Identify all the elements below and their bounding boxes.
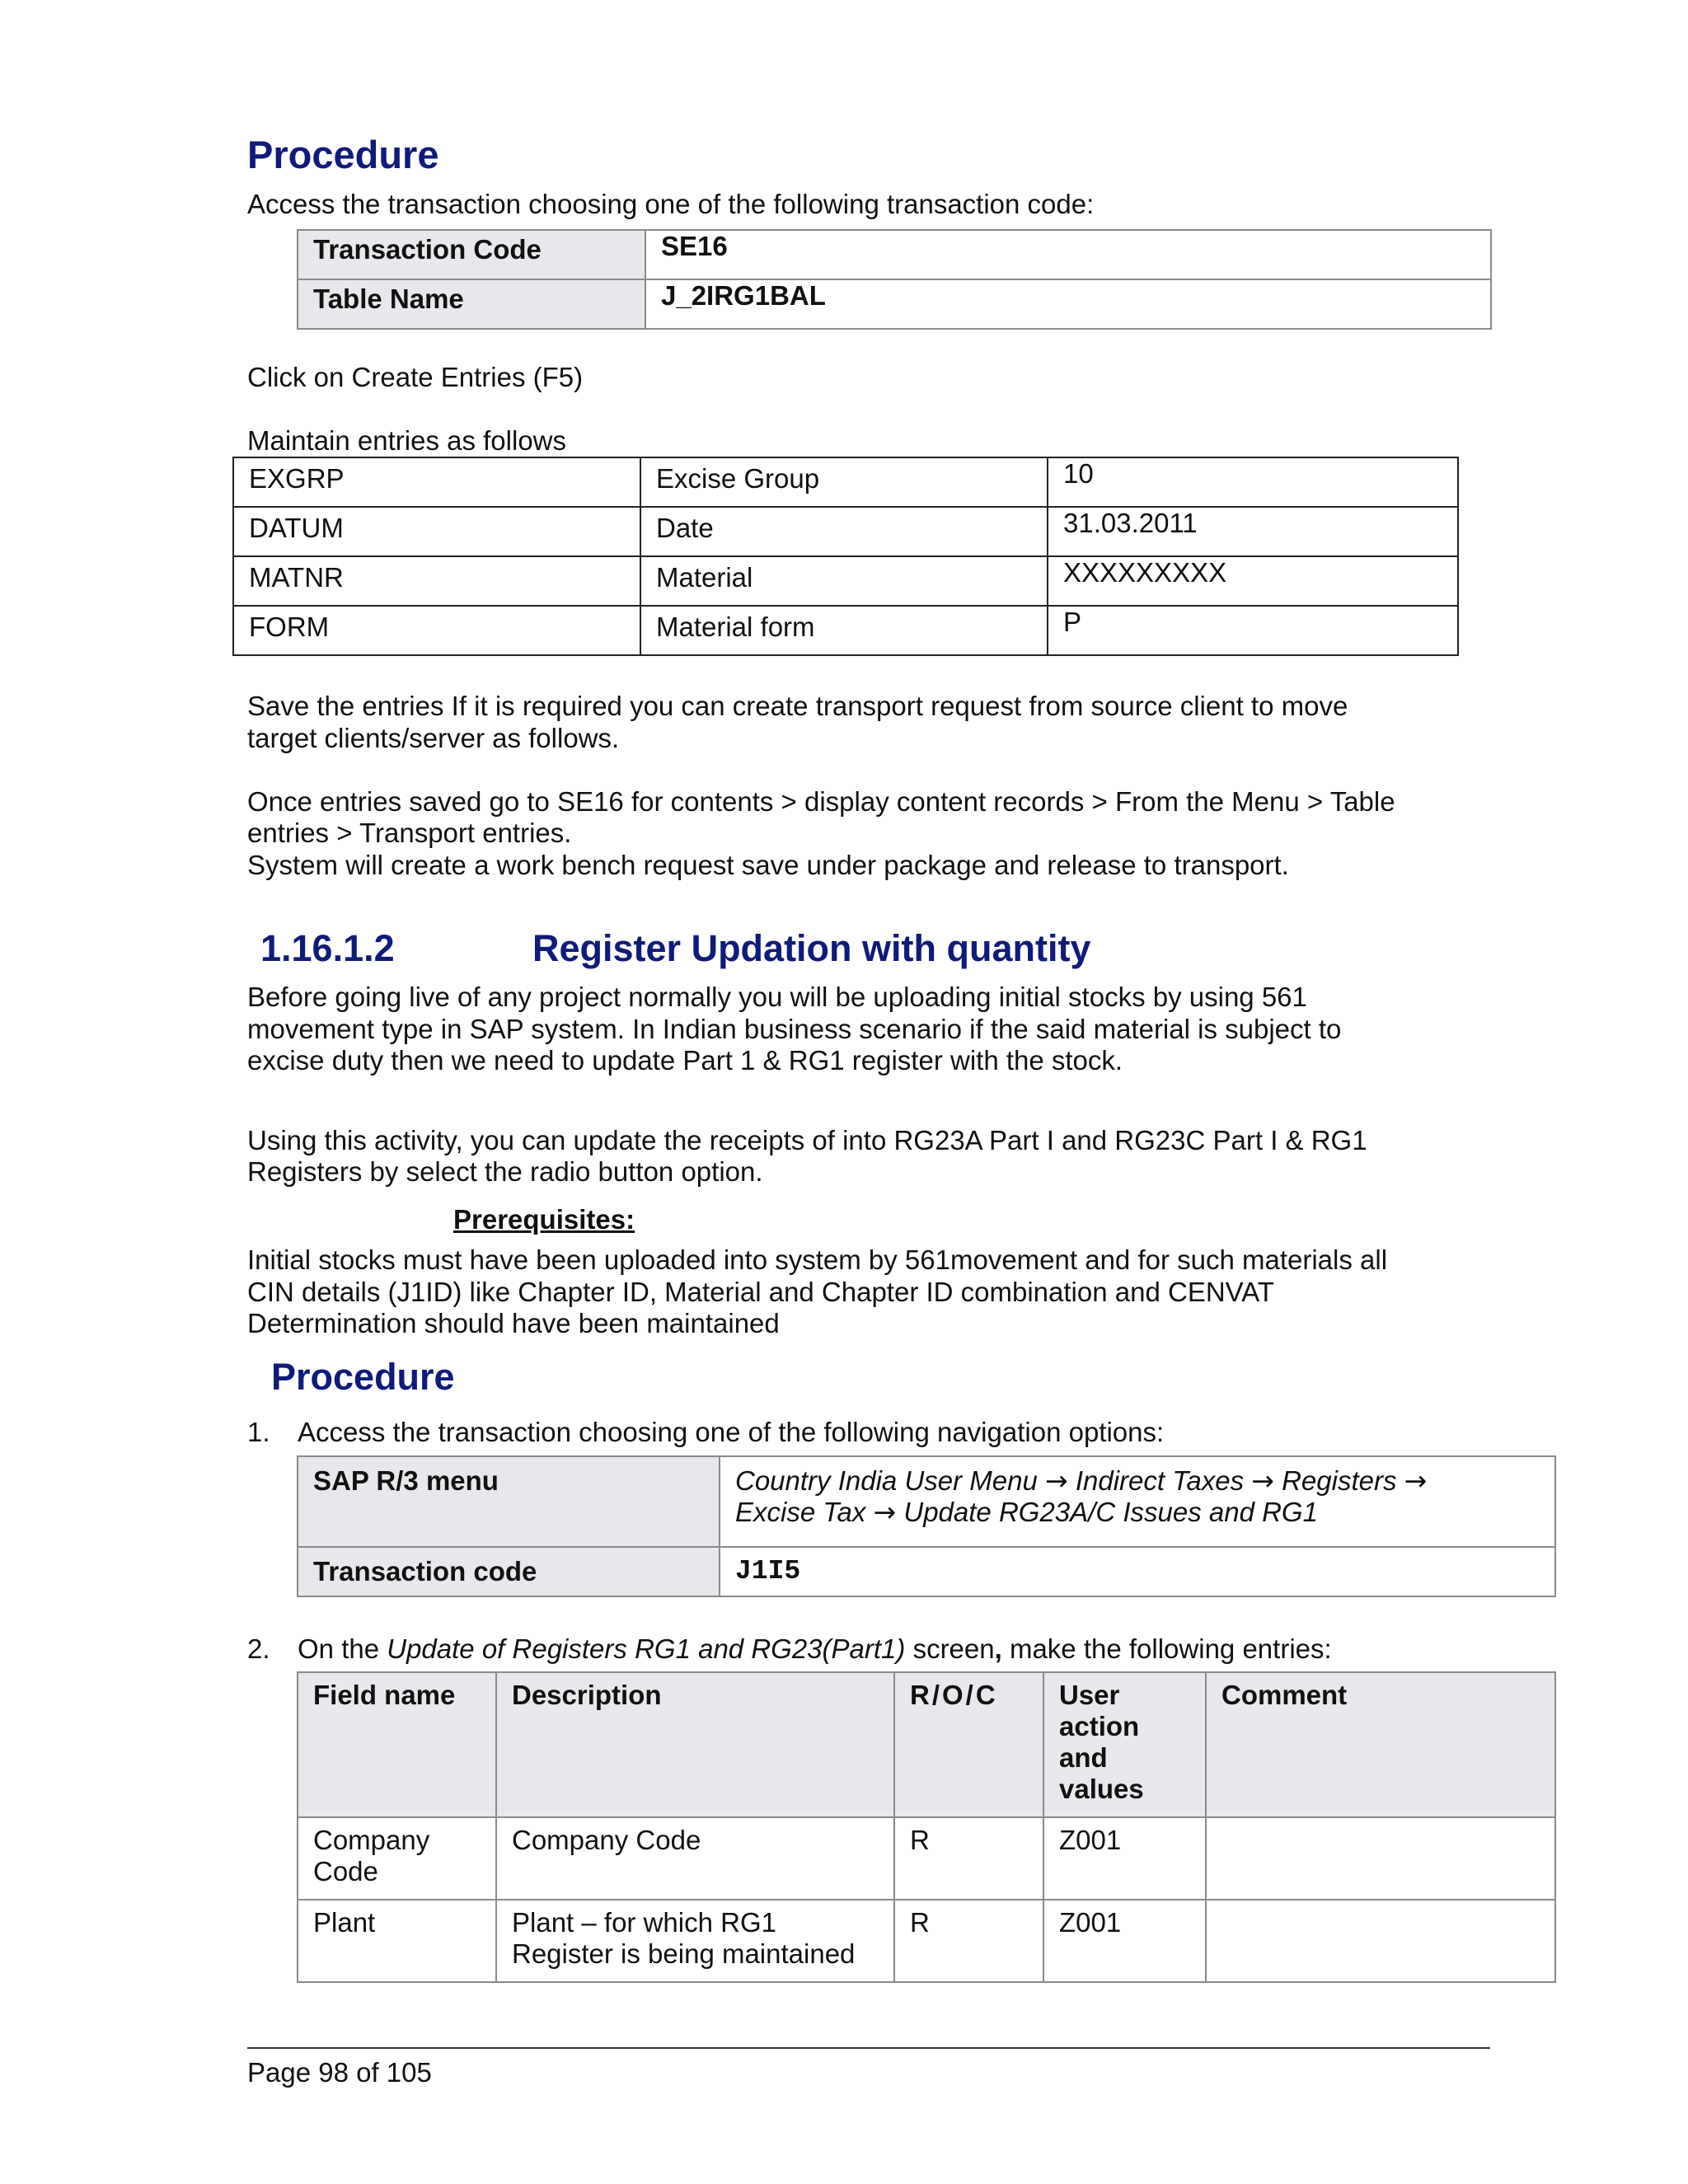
prereq-line2: CIN details (J1ID) like Chapter ID, Material and Chapter ID combination and CENVAT — [247, 1277, 1274, 1307]
table-row — [298, 1900, 1555, 1982]
step2-pre: On the — [298, 1633, 380, 1664]
table-row — [233, 457, 1458, 507]
section-title: Register Updation with quantity — [532, 927, 1091, 969]
arrow-icon: → — [1251, 1465, 1274, 1497]
entry-description: Material — [640, 556, 1048, 606]
navigation-table — [297, 1455, 1556, 1597]
prereq-line1: Initial stocks must have been uploaded into system by 561movement and for such materials all — [247, 1244, 1388, 1275]
procedure-heading: Procedure — [247, 133, 439, 176]
path-excise-tax: Excise Tax — [735, 1497, 866, 1527]
once-text-line1: Once entries saved go to SE16 for contents > display content records > From the Menu > Table — [247, 786, 1395, 817]
table-row — [298, 1547, 1555, 1596]
tcode-label-2: Transaction code — [298, 1547, 720, 1596]
procedure-heading-2: Procedure — [271, 1356, 455, 1398]
step1-text: Access the transaction choosing one of the following navigation options: — [298, 1417, 1165, 1447]
path-update-rg23: Update RG23A/C Issues and RG1 — [903, 1497, 1318, 1527]
cell-roc: R — [894, 1817, 1043, 1900]
step2-screen-name: Update of Registers RG1 and RG23(Part1) — [387, 1633, 906, 1664]
cell-field-name: Company Code — [298, 1817, 496, 1900]
footer-divider — [247, 2047, 1490, 2049]
page-number: Page 98 of 105 — [247, 2057, 432, 2088]
entry-field: FORM — [233, 606, 640, 655]
entry-value: 10 — [1048, 457, 1458, 507]
arrow-icon: → — [873, 1496, 897, 1528]
prereq-line3: Determination should have been maintained — [247, 1308, 780, 1338]
header-description: Description — [496, 1672, 894, 1817]
cell-field-name: Plant — [298, 1900, 496, 1982]
tcode-label: Transaction Code — [298, 230, 645, 279]
entry-field: MATNR — [233, 556, 640, 606]
entry-value: XXXXXXXXX — [1048, 556, 1458, 606]
cell-description: Company Code — [496, 1817, 894, 1900]
arrow-icon: → — [1404, 1465, 1428, 1497]
table-row — [298, 230, 1491, 279]
click-create-text: Click on Create Entries (F5) — [247, 362, 584, 392]
cell-roc: R — [894, 1900, 1043, 1982]
table-row — [298, 1817, 1555, 1900]
para1-line1: Before going live of any project normally you will be uploading initial stocks by using 561 — [247, 982, 1307, 1012]
entry-description: Date — [640, 507, 1048, 556]
step2-number: 2. — [247, 1633, 270, 1664]
transaction-code-table — [297, 229, 1492, 330]
menu-path — [720, 1456, 1555, 1547]
entries-table — [232, 457, 1459, 656]
entry-field: DATUM — [233, 507, 640, 556]
table-row — [298, 279, 1491, 329]
step2-end: make the following entries: — [1009, 1633, 1332, 1664]
tcode-value: SE16 — [645, 230, 1491, 279]
cell-user-action: Z001 — [1043, 1900, 1206, 1982]
entry-value: P — [1048, 606, 1458, 655]
header-roc: R/O/C — [894, 1672, 1043, 1817]
step1-number: 1. — [247, 1417, 270, 1447]
entry-value: 31.03.2011 — [1048, 507, 1458, 556]
header-user-action: User action and values — [1043, 1672, 1206, 1817]
arrow-icon: → — [1045, 1465, 1068, 1497]
para2-line2: Registers by select the radio button option. — [247, 1156, 763, 1187]
para1-line2: movement type in SAP system. In Indian business scenario if the said material is subject to — [247, 1014, 1342, 1044]
table-name-label: Table Name — [298, 279, 645, 329]
table-row — [233, 507, 1458, 556]
prerequisites-heading: Prerequisites: — [453, 1204, 635, 1235]
entry-description: Material form — [640, 606, 1048, 655]
path-registers: Registers — [1282, 1465, 1397, 1496]
entry-description: Excise Group — [640, 457, 1048, 507]
cell-comment — [1206, 1817, 1555, 1900]
step2-text — [298, 1633, 1332, 1665]
intro-text: Access the transaction choosing one of the following transaction code: — [247, 189, 1095, 219]
table-row — [233, 606, 1458, 655]
step2-post: screen — [912, 1633, 995, 1664]
system-text: System will create a work bench request save under package and release to transport. — [247, 850, 1289, 880]
menu-label: SAP R/3 menu — [298, 1456, 720, 1547]
step2-comma: , — [994, 1633, 1002, 1664]
cell-description: Plant – for which RG1 Register is being maintained — [496, 1900, 894, 1982]
save-text-line2: target clients/server as follows. — [247, 723, 620, 753]
table-header-row — [298, 1672, 1555, 1817]
path-indirect-taxes: Indirect Taxes — [1075, 1465, 1245, 1496]
path-country-india: Country India User Menu — [735, 1465, 1038, 1496]
table-row — [298, 1456, 1555, 1547]
entry-field: EXGRP — [233, 457, 640, 507]
cell-user-action: Z001 — [1043, 1817, 1206, 1900]
header-field-name: Field name — [298, 1672, 496, 1817]
table-name-value: J_2IRG1BAL — [645, 279, 1491, 329]
para2-line1: Using this activity, you can update the receipts of into RG23A Part I and RG23C Part I & RG1 — [247, 1125, 1367, 1155]
cell-comment — [1206, 1900, 1555, 1982]
section-number: 1.16.1.2 — [260, 927, 395, 969]
fields-table — [297, 1671, 1556, 1983]
header-comment: Comment — [1206, 1672, 1555, 1817]
maintain-text: Maintain entries as follows — [247, 425, 567, 456]
once-text-line2: entries > Transport entries. — [247, 818, 572, 848]
para1-line3: excise duty then we need to update Part 1 & RG1 register with the stock. — [247, 1045, 1123, 1076]
tcode-value-2: J1I5 — [720, 1547, 1555, 1596]
table-row — [233, 556, 1458, 606]
save-text-line1: Save the entries If it is required you can create transport request from source client to move — [247, 691, 1348, 721]
